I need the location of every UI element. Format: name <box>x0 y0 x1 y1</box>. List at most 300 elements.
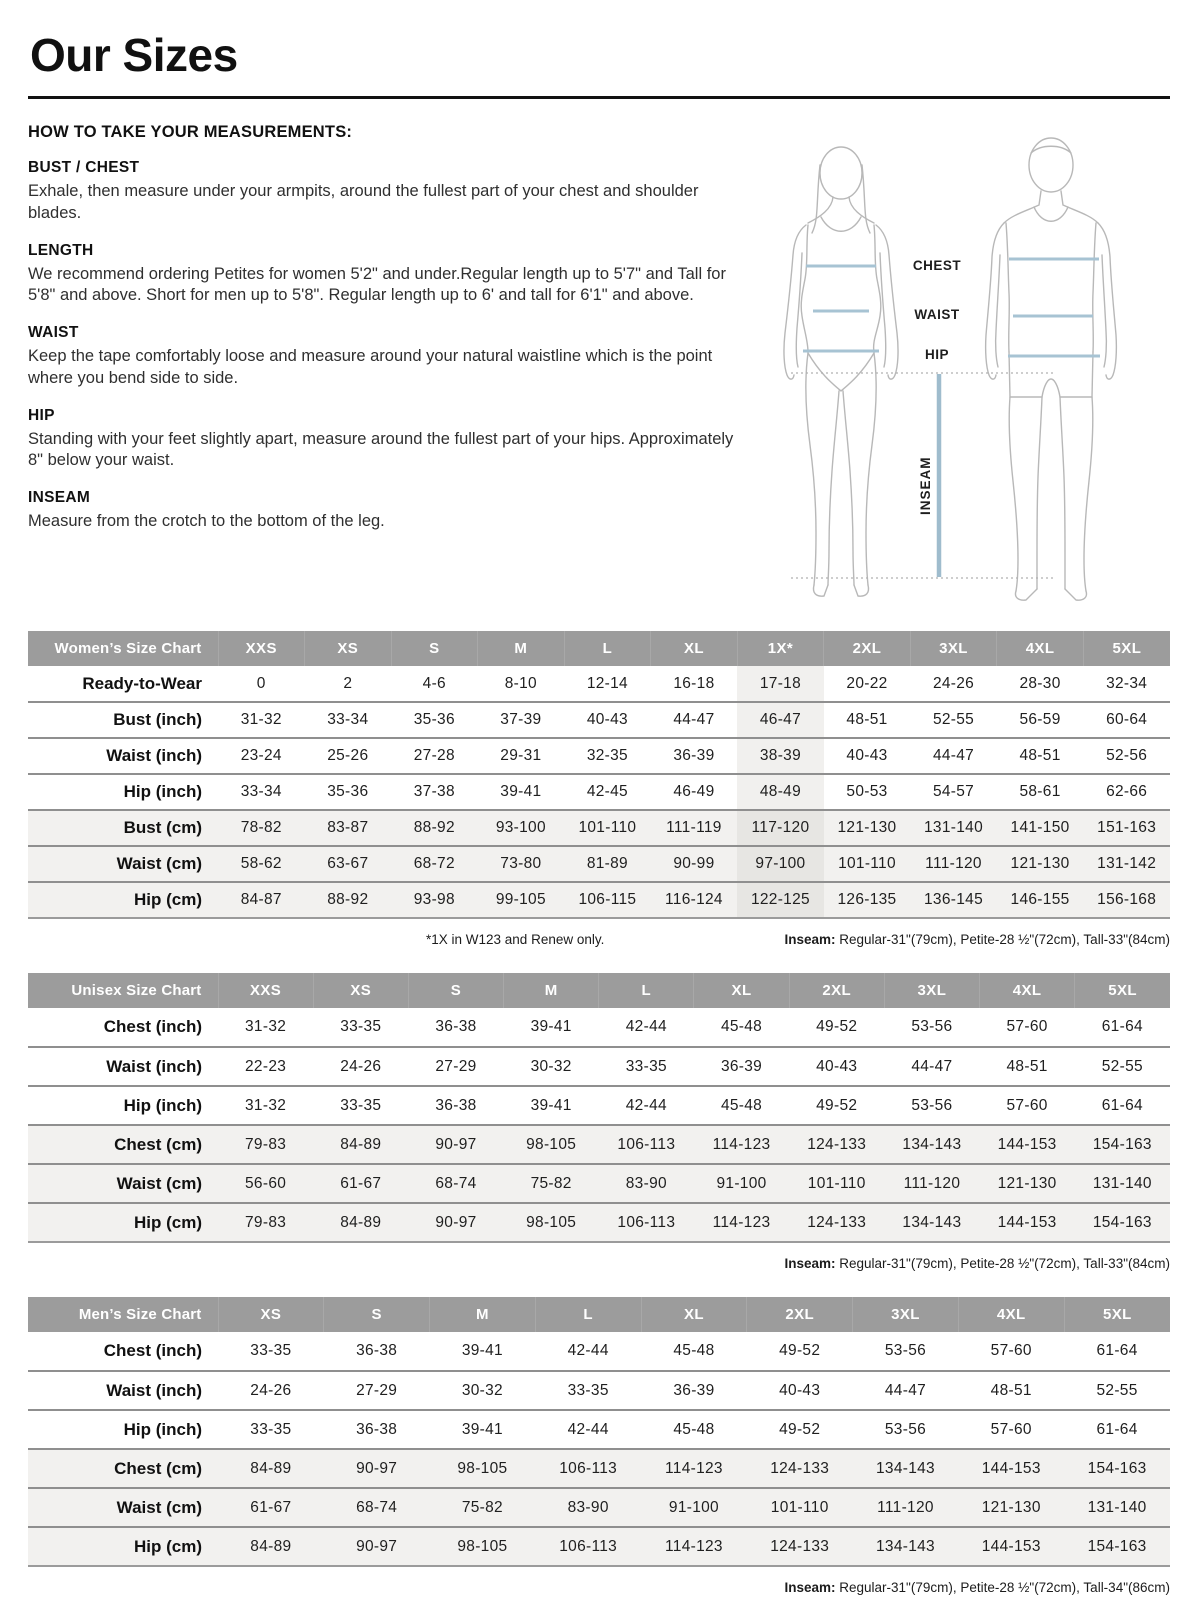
size-value-cell: 35-36 <box>305 774 392 810</box>
size-column-header: XS <box>305 631 392 666</box>
size-value-cell: 32-35 <box>564 738 651 774</box>
waist-text: Keep the tape comfortably loose and measure around your natural waistline which is the point where you bend side to side. <box>28 347 713 387</box>
inseam-note-label: Inseam: <box>784 932 836 947</box>
size-column-header: S <box>324 1297 430 1332</box>
size-value-cell: 33-35 <box>218 1410 324 1449</box>
bust-chest-text: Exhale, then measure under your armpits, around the fullest part of your chest and shoulder blades. <box>28 182 699 222</box>
row-label: Hip (cm) <box>28 1527 218 1566</box>
size-value-cell: 101-110 <box>747 1488 853 1527</box>
size-column-header: XXS <box>218 631 305 666</box>
size-column-header: M <box>504 973 599 1008</box>
size-value-cell: 33-34 <box>305 702 392 738</box>
size-value-cell: 114-123 <box>641 1527 747 1566</box>
size-value-cell: 61-64 <box>1096 1342 1138 1359</box>
size-value-cell: 50-53 <box>824 774 911 810</box>
size-value-cell: 90-97 <box>324 1527 430 1566</box>
size-column-header: XL <box>651 631 738 666</box>
size-value-cell: 40-43 <box>564 702 651 738</box>
size-column-header: 5XL <box>1083 631 1170 666</box>
size-value-cell: 52-55 <box>910 702 997 738</box>
size-value-cell: 114-123 <box>694 1125 789 1164</box>
size-value-cell: 40-43 <box>747 1371 853 1410</box>
table-title: Women’s Size Chart <box>28 631 218 666</box>
size-value-cell: 53-56 <box>884 1342 927 1359</box>
size-value-cell: 44-47 <box>651 702 738 738</box>
size-value-cell: 56-60 <box>218 1164 313 1203</box>
unisex-size-table <box>28 973 1170 1243</box>
table-row <box>28 846 1170 882</box>
title-divider <box>28 96 1170 99</box>
size-value-cell: 36-38 <box>356 1342 398 1359</box>
size-value-cell: 53-56 <box>853 1410 959 1449</box>
size-value-cell: 90-97 <box>408 1125 503 1164</box>
unisex-table-footnotes <box>28 1256 1170 1271</box>
size-value-cell: 154-163 <box>1075 1125 1170 1164</box>
size-value-cell: 49-52 <box>789 1086 884 1125</box>
womens-1x-footnote: *1X in W123 and Renew only. <box>426 932 605 947</box>
size-value-cell: 101-110 <box>789 1164 884 1203</box>
size-value-cell: 42-45 <box>564 774 651 810</box>
size-value-cell: 114-123 <box>641 1449 747 1488</box>
size-value-cell: 83-87 <box>305 810 392 846</box>
size-value-cell: 134-143 <box>853 1449 959 1488</box>
size-value-cell: 42-44 <box>535 1410 641 1449</box>
size-value-cell: 124-133 <box>747 1449 853 1488</box>
size-value-cell: 151-163 <box>1083 810 1170 846</box>
size-value-cell: 98-105 <box>504 1203 599 1242</box>
size-value-cell: 24-26 <box>932 674 975 692</box>
size-value-cell: 46-47 <box>737 702 824 738</box>
row-label: Chest (inch) <box>103 1017 202 1036</box>
size-column-header: 2XL <box>789 973 884 1008</box>
size-value-cell: 39-41 <box>478 774 565 810</box>
row-label: Hip (inch) <box>28 1410 218 1449</box>
waist-label: WAIST <box>914 307 960 322</box>
size-value-cell: 20-22 <box>846 674 888 692</box>
size-value-cell: 68-74 <box>408 1164 503 1203</box>
size-value-cell: 144-153 <box>958 1527 1064 1566</box>
size-value-cell: 91-100 <box>694 1164 789 1203</box>
size-value-cell: 131-140 <box>1064 1488 1170 1527</box>
size-value-cell: 121-130 <box>824 810 911 846</box>
size-value-cell: 98-105 <box>430 1449 536 1488</box>
size-value-cell: 156-168 <box>1083 882 1170 918</box>
size-value-cell: 33-35 <box>535 1371 641 1410</box>
size-value-cell: 53-56 <box>884 1086 979 1125</box>
size-value-cell: 38-39 <box>737 738 824 774</box>
inseam-note-text: Regular-31"(79cm), Petite-28 ½"(72cm), Tall-33"(84cm) <box>835 1256 1170 1271</box>
size-value-cell: 154-163 <box>1075 1203 1170 1242</box>
size-value-cell: 84-89 <box>218 1527 324 1566</box>
size-value-cell: 17-18 <box>737 666 824 702</box>
size-value-cell: 121-130 <box>958 1488 1064 1527</box>
size-value-cell: 45-48 <box>720 1018 763 1035</box>
size-value-cell: 49-52 <box>747 1410 853 1449</box>
inseam-text: Measure from the crotch to the bottom of the leg. <box>28 512 385 531</box>
table-row <box>28 702 1170 738</box>
size-value-cell: 30-32 <box>430 1371 536 1410</box>
size-value-cell: 29-31 <box>478 738 565 774</box>
size-value-cell: 23-24 <box>218 738 305 774</box>
size-value-cell: 111-119 <box>651 810 738 846</box>
size-value-cell: 93-98 <box>391 882 478 918</box>
size-value-cell: 98-105 <box>430 1527 536 1566</box>
size-value-cell: 48-51 <box>824 702 911 738</box>
size-value-cell: 146-155 <box>997 882 1084 918</box>
measurement-instructions <box>28 123 746 533</box>
unisex-size-chart <box>28 973 1170 1243</box>
size-column-header: 3XL <box>884 973 979 1008</box>
size-value-cell: 16-18 <box>673 674 715 692</box>
waist-section <box>28 324 746 390</box>
size-column-header: M <box>478 631 565 666</box>
size-value-cell: 111-120 <box>910 846 997 882</box>
size-value-cell: 83-90 <box>535 1488 641 1527</box>
hip-label: HIP <box>924 347 950 362</box>
size-value-cell: 106-113 <box>599 1125 694 1164</box>
size-value-cell: 45-48 <box>694 1086 789 1125</box>
womens-inseam-note <box>784 932 1170 947</box>
mens-inseam-note <box>784 1580 1170 1595</box>
size-value-cell: 124-133 <box>747 1527 853 1566</box>
mens-table-footnotes <box>28 1580 1170 1595</box>
size-value-cell: 75-82 <box>430 1488 536 1527</box>
size-value-cell: 45-48 <box>673 1342 715 1359</box>
size-value-cell: 36-39 <box>651 738 738 774</box>
waist-heading: WAIST <box>28 324 79 342</box>
table-row <box>28 1164 1170 1203</box>
size-value-cell: 31-32 <box>218 1086 313 1125</box>
size-value-cell: 37-39 <box>478 702 565 738</box>
size-value-cell: 45-48 <box>641 1410 747 1449</box>
size-value-cell: 122-125 <box>737 882 824 918</box>
unisex-inseam-note <box>784 1256 1170 1271</box>
size-value-cell: 90-99 <box>651 846 738 882</box>
size-value-cell: 91-100 <box>641 1488 747 1527</box>
size-value-cell: 60-64 <box>1083 702 1170 738</box>
size-value-cell: 35-36 <box>391 702 478 738</box>
size-value-cell: 83-90 <box>599 1164 694 1203</box>
row-label: Waist (inch) <box>28 738 218 774</box>
size-value-cell: 134-143 <box>884 1203 979 1242</box>
womens-size-chart <box>28 631 1170 919</box>
size-value-cell: 28-30 <box>1019 674 1061 692</box>
size-value-cell: 39-41 <box>430 1410 536 1449</box>
size-column-header: M <box>430 1297 536 1332</box>
inseam-note-text: Regular-31"(79cm), Petite-28 ½"(72cm), Tall-34"(86cm) <box>835 1580 1170 1595</box>
size-value-cell: 33-35 <box>250 1342 292 1359</box>
size-value-cell: 97-100 <box>737 846 824 882</box>
inseam-note-label: Inseam: <box>784 1256 836 1271</box>
size-column-header: S <box>408 973 503 1008</box>
size-value-cell: 84-89 <box>313 1203 408 1242</box>
table-row <box>28 810 1170 846</box>
size-value-cell: 154-163 <box>1064 1527 1170 1566</box>
size-value-cell: 73-80 <box>478 846 565 882</box>
row-label: Hip (inch) <box>28 774 218 810</box>
size-value-cell: 144-153 <box>958 1449 1064 1488</box>
size-column-header: 3XL <box>910 631 997 666</box>
inseam-label: INSEAM <box>918 456 933 515</box>
size-value-cell: 124-133 <box>789 1125 884 1164</box>
size-value-cell: 61-64 <box>1101 1018 1143 1035</box>
size-column-header: 4XL <box>997 631 1084 666</box>
inseam-note-label: Inseam: <box>784 1580 836 1595</box>
size-value-cell: 141-150 <box>997 810 1084 846</box>
size-value-cell: 32-34 <box>1106 674 1148 692</box>
size-value-cell: 42-44 <box>567 1342 609 1359</box>
size-value-cell: 48-51 <box>958 1371 1064 1410</box>
bust-chest-heading: BUST / CHEST <box>28 159 140 176</box>
size-value-cell: 42-44 <box>599 1086 694 1125</box>
size-value-cell: 106-113 <box>599 1203 694 1242</box>
table-row <box>28 1488 1170 1527</box>
size-value-cell: 25-26 <box>305 738 392 774</box>
inseam-section <box>28 489 746 533</box>
size-value-cell: 90-97 <box>408 1203 503 1242</box>
table-title: Men’s Size Chart <box>28 1297 218 1332</box>
row-label: Bust (inch) <box>28 702 218 738</box>
size-value-cell: 27-28 <box>391 738 478 774</box>
size-column-header: 3XL <box>853 1297 959 1332</box>
size-value-cell: 106-115 <box>564 882 651 918</box>
size-value-cell: 68-74 <box>324 1488 430 1527</box>
row-label: Hip (inch) <box>28 1086 218 1125</box>
row-label: Waist (inch) <box>28 1047 218 1086</box>
page-title: Our Sizes <box>30 29 238 81</box>
size-value-cell: 49-52 <box>779 1342 821 1359</box>
size-value-cell: 36-39 <box>694 1047 789 1086</box>
size-column-header: XS <box>218 1297 324 1332</box>
men-size-table <box>28 1297 1170 1567</box>
size-value-cell: 121-130 <box>980 1164 1075 1203</box>
size-value-cell: 126-135 <box>824 882 911 918</box>
size-value-cell: 78-82 <box>218 810 305 846</box>
table-row <box>28 666 1170 702</box>
size-value-cell: 2 <box>343 674 353 692</box>
size-value-cell: 58-61 <box>997 774 1084 810</box>
size-value-cell: 36-38 <box>435 1018 477 1035</box>
size-value-cell: 88-92 <box>391 810 478 846</box>
size-value-cell: 136-145 <box>910 882 997 918</box>
row-label: Waist (cm) <box>28 846 218 882</box>
womens-table-footnotes <box>28 932 1170 947</box>
length-section <box>28 242 746 308</box>
size-column-header: 2XL <box>747 1297 853 1332</box>
size-column-header: 5XL <box>1064 1297 1170 1332</box>
table-row <box>28 738 1170 774</box>
size-column-header: 5XL <box>1075 973 1170 1008</box>
size-value-cell: 124-133 <box>789 1203 884 1242</box>
size-value-cell: 49-52 <box>816 1018 858 1035</box>
size-value-cell: 48-51 <box>997 738 1084 774</box>
female-figure-outline <box>784 147 898 596</box>
table-row <box>28 1086 1170 1125</box>
table-title: Unisex Size Chart <box>28 973 218 1008</box>
size-column-header: XL <box>641 1297 747 1332</box>
size-value-cell: 114-123 <box>694 1203 789 1242</box>
size-value-cell: 52-55 <box>1064 1371 1170 1410</box>
size-value-cell: 44-47 <box>884 1047 979 1086</box>
size-column-header: XL <box>694 973 789 1008</box>
size-value-cell: 39-41 <box>461 1342 503 1359</box>
table-row <box>28 1047 1170 1086</box>
inseam-note-text: Regular-31"(79cm), Petite-28 ½"(72cm), Tall-33"(84cm) <box>835 932 1170 947</box>
size-value-cell: 101-110 <box>564 810 651 846</box>
size-value-cell: 134-143 <box>884 1125 979 1164</box>
male-figure-outline <box>986 138 1117 600</box>
row-label: Hip (cm) <box>28 882 218 918</box>
size-value-cell: 31-32 <box>218 702 305 738</box>
size-value-cell: 154-163 <box>1064 1449 1170 1488</box>
size-value-cell: 36-38 <box>324 1410 430 1449</box>
size-value-cell: 131-140 <box>910 810 997 846</box>
row-label: Chest (cm) <box>28 1449 218 1488</box>
size-value-cell: 117-120 <box>737 810 824 846</box>
size-value-cell: 106-113 <box>535 1527 641 1566</box>
size-value-cell: 37-38 <box>391 774 478 810</box>
table-row <box>28 1449 1170 1488</box>
size-value-cell: 39-41 <box>530 1018 572 1035</box>
size-value-cell: 58-62 <box>218 846 305 882</box>
table-row <box>28 1371 1170 1410</box>
row-label: Chest (cm) <box>28 1125 218 1164</box>
table-row <box>28 1527 1170 1566</box>
size-value-cell: 84-89 <box>218 1449 324 1488</box>
size-column-header: L <box>599 973 694 1008</box>
size-value-cell: 106-113 <box>535 1449 641 1488</box>
measurement-guide-area <box>28 123 1170 605</box>
size-value-cell: 57-60 <box>990 1342 1032 1359</box>
size-value-cell: 46-49 <box>651 774 738 810</box>
size-value-cell: 33-34 <box>218 774 305 810</box>
size-column-header: XS <box>313 973 408 1008</box>
hip-section <box>28 407 746 473</box>
length-text: We recommend ordering Petites for women 5'2" and under.Regular length up to 5'7" and Tall for 5'8" and above. Short for men up to 5'8". Regular length up to 6' and tall for 6'1" and above. <box>28 264 726 305</box>
row-label: Waist (inch) <box>28 1371 218 1410</box>
size-value-cell: 79-83 <box>218 1125 313 1164</box>
body-diagram-figure <box>746 123 1170 605</box>
body-measurement-diagram <box>746 123 1170 605</box>
length-heading: LENGTH <box>28 241 94 259</box>
size-value-cell: 52-55 <box>1075 1047 1170 1086</box>
table-row <box>28 882 1170 918</box>
size-value-cell: 81-89 <box>564 846 651 882</box>
size-value-cell: 52-56 <box>1083 738 1170 774</box>
row-label: Chest (inch) <box>103 1341 202 1360</box>
size-column-header: 1X* <box>737 631 824 666</box>
size-value-cell: 44-47 <box>910 738 997 774</box>
size-value-cell: 79-83 <box>218 1203 313 1242</box>
table-row <box>28 1008 1170 1047</box>
size-value-cell: 93-100 <box>478 810 565 846</box>
size-column-header: 4XL <box>980 973 1075 1008</box>
size-value-cell: 75-82 <box>504 1164 599 1203</box>
size-value-cell: 24-26 <box>218 1371 324 1410</box>
size-value-cell: 33-35 <box>599 1047 694 1086</box>
size-value-cell: 40-43 <box>824 738 911 774</box>
size-value-cell: 63-67 <box>305 846 392 882</box>
size-value-cell: 134-143 <box>853 1527 959 1566</box>
size-value-cell: 42-44 <box>625 1018 667 1035</box>
size-value-cell: 54-57 <box>910 774 997 810</box>
size-value-cell: 61-67 <box>313 1164 408 1203</box>
size-value-cell: 40-43 <box>789 1047 884 1086</box>
mens-size-chart <box>28 1297 1170 1567</box>
size-value-cell: 144-153 <box>980 1203 1075 1242</box>
size-value-cell: 48-51 <box>980 1047 1075 1086</box>
size-column-header: S <box>391 631 478 666</box>
row-label: Ready-to-Wear <box>82 673 202 693</box>
size-value-cell: 131-142 <box>1083 846 1170 882</box>
size-value-cell: 68-72 <box>391 846 478 882</box>
size-value-cell: 31-32 <box>245 1018 287 1035</box>
size-value-cell: 84-89 <box>313 1125 408 1164</box>
size-value-cell: 116-124 <box>651 882 738 918</box>
size-value-cell: 57-60 <box>958 1410 1064 1449</box>
table-row <box>28 774 1170 810</box>
table-row <box>28 1203 1170 1242</box>
size-column-header: 2XL <box>824 631 911 666</box>
size-value-cell: 44-47 <box>853 1371 959 1410</box>
hip-heading: HIP <box>28 406 55 424</box>
size-column-header: L <box>564 631 651 666</box>
table-row <box>28 1410 1170 1449</box>
row-label: Hip (cm) <box>28 1203 218 1242</box>
size-value-cell: 53-56 <box>911 1018 953 1035</box>
size-value-cell: 99-105 <box>478 882 565 918</box>
row-label: Waist (cm) <box>28 1164 218 1203</box>
size-value-cell: 4-6 <box>422 674 446 692</box>
size-value-cell: 8-10 <box>504 674 537 692</box>
size-value-cell: 111-120 <box>853 1488 959 1527</box>
size-value-cell: 22-23 <box>218 1047 313 1086</box>
hip-text: Standing with your feet slightly apart, measure around the fullest part of your hips. Approximately 8" below your waist. <box>28 429 734 470</box>
size-value-cell: 98-105 <box>504 1125 599 1164</box>
size-value-cell: 121-130 <box>997 846 1084 882</box>
size-value-cell: 12-14 <box>586 674 628 692</box>
size-value-cell: 36-38 <box>408 1086 503 1125</box>
size-value-cell: 84-87 <box>218 882 305 918</box>
size-value-cell: 131-140 <box>1075 1164 1170 1203</box>
women-size-table <box>28 631 1170 919</box>
size-value-cell: 61-67 <box>218 1488 324 1527</box>
size-value-cell: 33-35 <box>313 1086 408 1125</box>
size-value-cell: 88-92 <box>305 882 392 918</box>
size-value-cell: 0 <box>256 674 266 692</box>
size-column-header: L <box>535 1297 641 1332</box>
size-value-cell: 111-120 <box>884 1164 979 1203</box>
size-value-cell: 27-29 <box>408 1047 503 1086</box>
size-value-cell: 101-110 <box>824 846 911 882</box>
size-value-cell: 61-64 <box>1075 1086 1170 1125</box>
size-value-cell: 57-60 <box>980 1086 1075 1125</box>
size-value-cell: 57-60 <box>1006 1018 1048 1035</box>
size-value-cell: 39-41 <box>504 1086 599 1125</box>
inseam-heading: INSEAM <box>28 489 91 507</box>
size-value-cell: 56-59 <box>997 702 1084 738</box>
size-value-cell: 27-29 <box>324 1371 430 1410</box>
row-label: Bust (cm) <box>28 810 218 846</box>
how-to-heading: HOW TO TAKE YOUR MEASUREMENTS: <box>28 123 353 141</box>
size-column-header: XXS <box>218 973 313 1008</box>
size-value-cell: 33-35 <box>340 1018 382 1035</box>
size-value-cell: 30-32 <box>504 1047 599 1086</box>
size-value-cell: 90-97 <box>324 1449 430 1488</box>
chest-label: CHEST <box>912 258 962 273</box>
size-value-cell: 62-66 <box>1083 774 1170 810</box>
bust-chest-section <box>28 159 746 225</box>
